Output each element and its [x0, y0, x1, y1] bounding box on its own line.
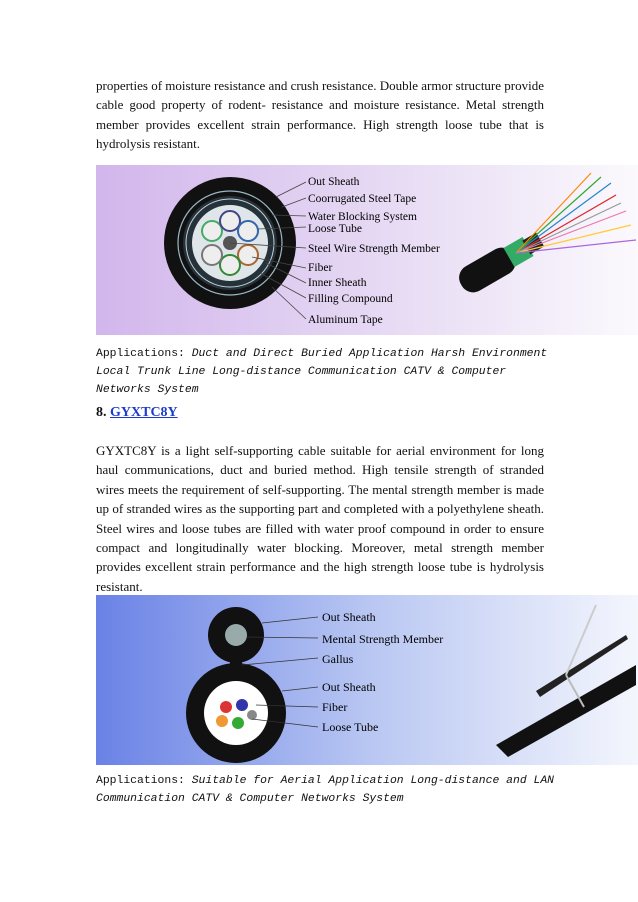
- applications-2: [96, 772, 566, 808]
- fig2-label-out-sheath: Out Sheath: [322, 610, 376, 624]
- fig1-label-aluminum-tape: Aluminum Tape: [308, 314, 383, 326]
- fig1-label-filling-compound: Filling Compound: [308, 293, 393, 305]
- fig2-label-fiber: Fiber: [322, 700, 348, 714]
- cable-cross-section-figure-2: [96, 595, 638, 765]
- applications-1-text: Duct and Direct Buried Application Harsh Environment Local Trunk Line Long-distance Communication CATV & Computer Networks System: [96, 348, 548, 396]
- fig2-label-gallus: Gallus: [322, 652, 354, 666]
- applications-2-label: Applications:: [96, 775, 185, 787]
- section-heading: [96, 405, 178, 421]
- section-number: 8.: [96, 405, 107, 420]
- applications-1-label: Applications:: [96, 348, 185, 360]
- fig2-label-loose-tube: Loose Tube: [322, 720, 379, 734]
- fig1-label-corrugated-steel-tape: Coorrugated Steel Tape: [308, 193, 417, 205]
- fig1-label-fiber: Fiber: [308, 262, 333, 274]
- fig2-label-out-sheath-2: Out Sheath: [322, 680, 376, 694]
- section-title-link[interactable]: GYXTC8Y: [110, 405, 178, 420]
- section-paragraph: GYXTC8Y is a light self-supporting cable suitable for aerial environment for long haul communications, duct and buried method. High tensile strength of stranded wires meets the requirement of self-supporting. The mental strength member is made up of stranded wires as the supporting part and completed with a polyethylene sheath. Steel wires and loose tubes are filled with water proof compound in order to ensure compact and longitudinally water blocking. Moreover, metal strength member provides excellent strain performance and the high strength loose tube is hydrolysis resistant.: [96, 443, 544, 594]
- applications-2-text: Suitable for Aerial Application Long-distance and LAN Communication CATV & Computer Networks System: [96, 775, 554, 805]
- fig1-label-steel-wire: Steel Wire Strength Member: [308, 243, 440, 255]
- intro-paragraph: properties of moisture resistance and crush resistance. Double armor structure provide cable good property of rodent- resistance and moisture resistance. Metal strength member provides excellent strain performance. High strength loose tube that is hydrolysis resistant.: [96, 78, 544, 152]
- applications-1: [96, 345, 566, 399]
- fig1-label-out-sheath: Out Sheath: [308, 176, 360, 188]
- cable-cross-section-figure-1: [96, 165, 638, 335]
- fig2-label-strength-member: Mental Strength Member: [322, 632, 444, 646]
- fig1-label-inner-sheath: Inner Sheath: [308, 277, 367, 289]
- fig1-label-water-blocking: Water Blocking System: [308, 211, 417, 223]
- fig1-label-loose-tube: Loose Tube: [308, 223, 362, 235]
